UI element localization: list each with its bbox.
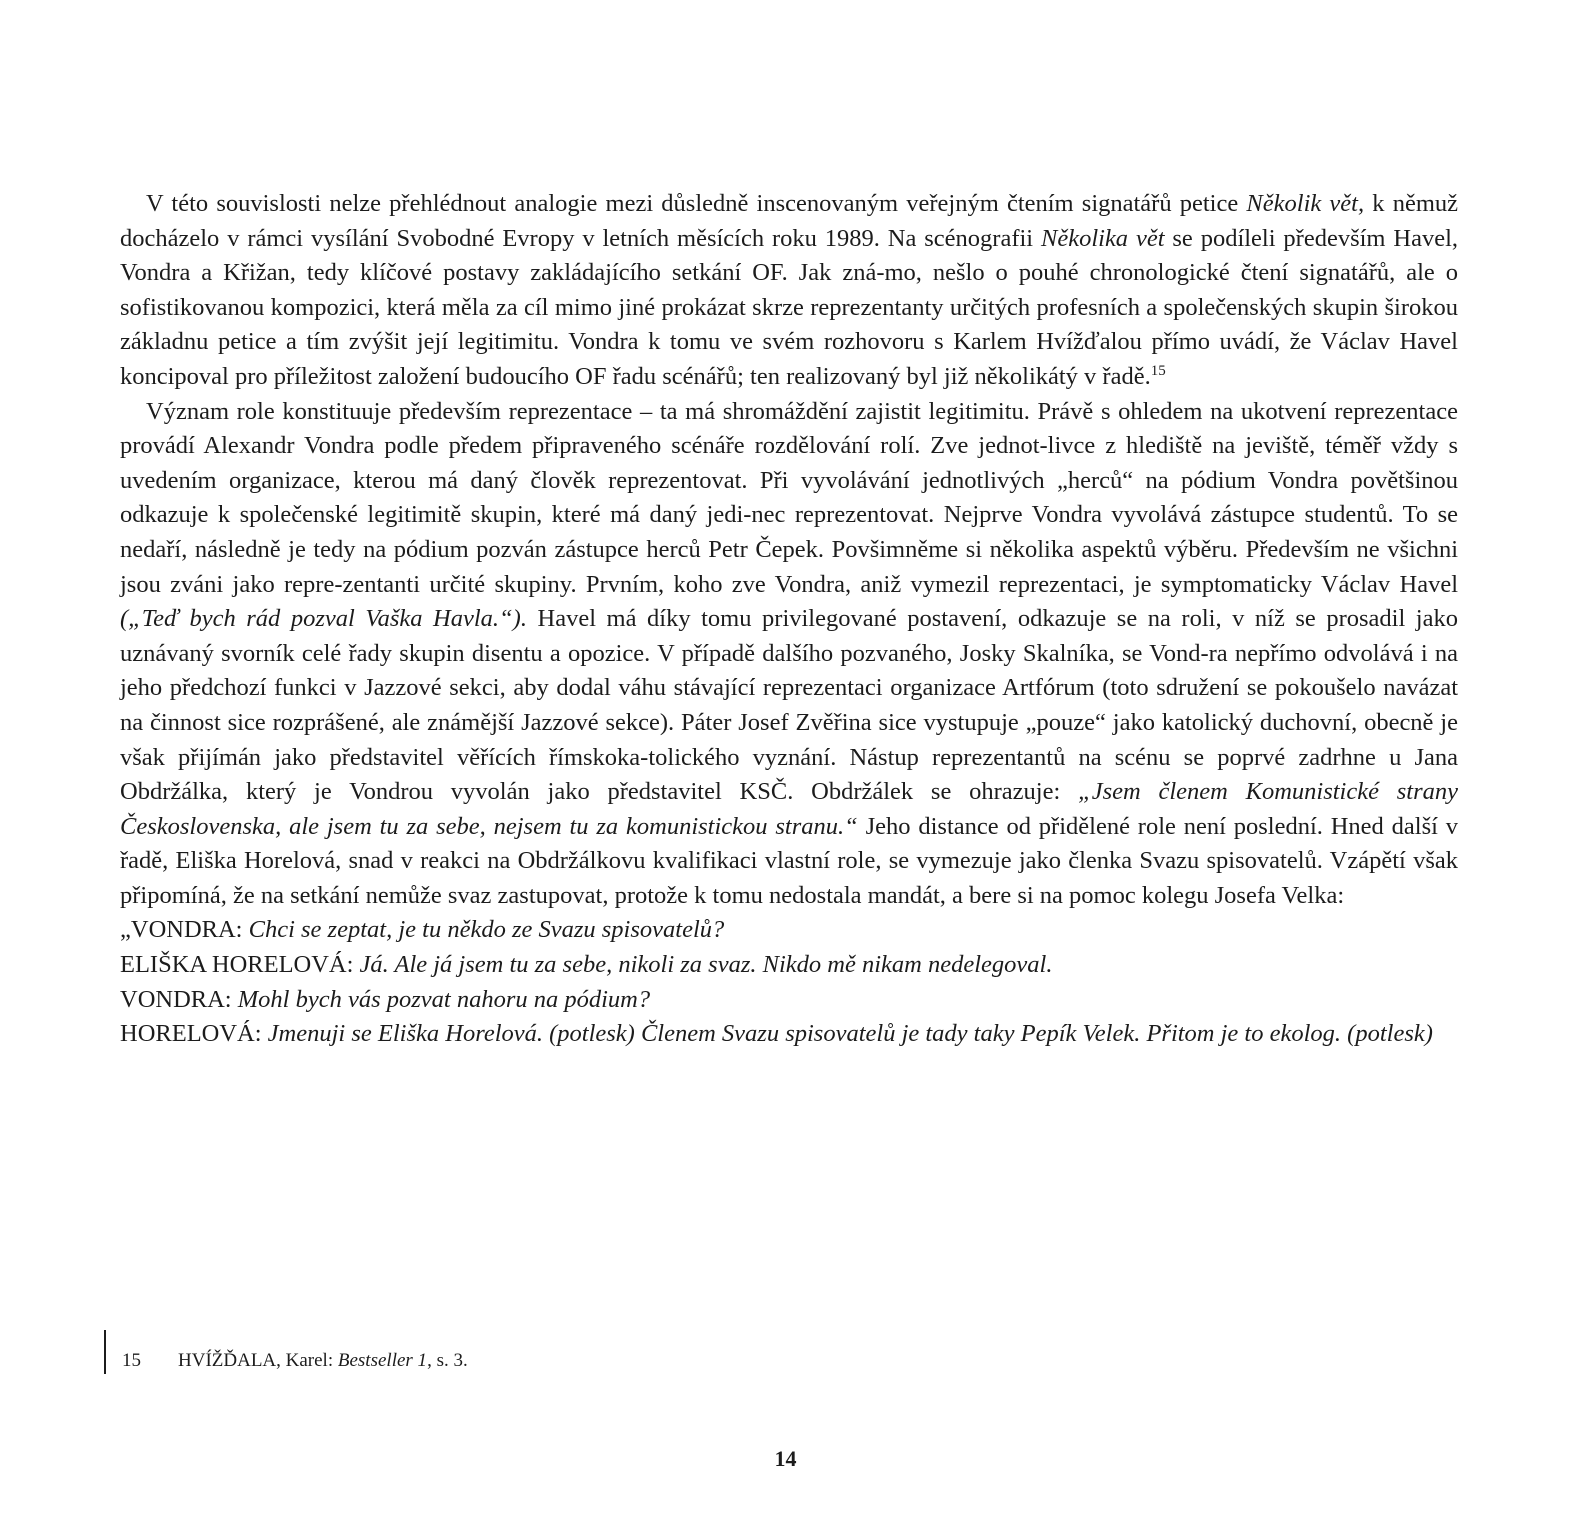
paragraph-2-text: Havel má díky tomu privilegované postavení, odkazuje se na roli, v níž se prosadil jako uznávaný svorník celé řady skupin disentu a opozice. V případě dalšího pozvaného, Josky Skalníka, se Vond-ra nepřímo odvolává i na jeho předchozí funkci v Jazzové sekci, aby dodal váhu stávající reprezentaci organizace Artfórum (toto sdružení se pokoušelo navázat na činnost sice rozprášené, ale známější Jazzové sekce). Páter Josef Zvěřina sice vystupuje „pouze“ jako katolický duchovní, obecně je však přijímán jako představitel věřících římskoka-tolického vyznání. Nástup reprezentantů na scénu se poprvé zadrhne u Jana Obdržálka, který je Vondrou vyvolán jako představitel KSČ. Obdržálek se ohrazuje: <box>120 605 1458 806</box>
dialogue-line <box>120 913 1458 948</box>
paragraph-1-text: V této souvislosti nelze přehlédnout analogie mezi důsledně inscenovaným veřejným čtením signatářů petice <box>146 190 1247 217</box>
paragraph-2-text: Jeho distance od přidělené role není poslední. Hned další v řadě, Eliška Horelová, snad v reakci na Obdržálkovu kvalifikaci vlastní role, se vymezuje jako členka Svazu spisovatelů. Vzápětí však připomíná, že na setkání nemůže svaz zastupovat, protože k tomu nedostala mandát, a bere si na pomoc kolegu Josefa Velka: <box>120 812 1458 909</box>
paragraph-2-italic-quote: „Jsem členem Komunistické strany Československa, ale jsem tu za sebe, nejsem tu za komunistickou stranu.“ <box>120 778 1458 840</box>
page-number: 14 <box>774 1446 797 1471</box>
footnote <box>104 1330 468 1374</box>
paragraph-2 <box>120 395 1458 914</box>
main-text <box>120 187 1458 1052</box>
footnote-citation-page: , s. 3. <box>427 1350 468 1371</box>
dialogue-speech: Chci se zeptat, je tu někdo ze Svazu spisovatelů? <box>248 916 725 944</box>
paragraph-1-text: k němuž docházelo v rámci vysílání Svobodné Evropy v letních měsících roku 1989. Na scénografii <box>120 190 1459 252</box>
dialogue-speaker: VONDRA: <box>120 985 238 1013</box>
footnote-number: 15 <box>122 1350 141 1371</box>
paragraph-1-text: se podíleli především Havel, Vondra a Křižan, tedy klíčové postavy zakládajícího setkání OF. Jak zná-mo, nešlo o pouhé chronologické čtení signatářů, ale o sofistikovanou kompozici, která měla za cíl mimo jiné prokázat skrze reprezentanty určitých profesních a společenských skupin širokou základnu petice a tím zvýšit její legitimitu. Vondra k tomu ve svém rozhovoru s Karlem Hvížďalou přímo uvádí, že Václav Havel koncipoval pro příležitost založení budoucího OF řadu scénářů; ten realizovaný byl již několikátý v řadě. <box>120 224 1458 390</box>
paragraph-1 <box>120 187 1458 395</box>
dialogue-line <box>120 983 1458 1018</box>
paragraph-2-italic-quote: („Teď bych rád pozval Vaška Havla.“). <box>120 605 527 633</box>
dialogue-speaker: HORELOVÁ: <box>120 1020 268 1048</box>
dialogue-speech: Já. Ale já jsem tu za sebe, nikoli za svaz. Nikdo mě nikam nedelegoval. <box>359 951 1053 979</box>
dialogue-speech: Mohl bych vás pozvat nahoru na pódium? <box>237 985 651 1013</box>
dialogue-speaker: „VONDRA: <box>120 916 249 944</box>
dialogue-transcript <box>120 913 1458 1051</box>
footnote-reference[interactable]: 15 <box>1150 362 1166 379</box>
footnote-citation-title: Bestseller 1 <box>337 1350 428 1371</box>
footnote-text <box>178 1348 468 1374</box>
dialogue-line <box>120 1017 1458 1052</box>
paragraph-1-italic-title: Několika vět <box>1040 224 1165 252</box>
paragraph-2-text: Význam role konstituuje především reprezentace – ta má shromáždění zajistit legitimitu. Právě s ohledem na ukotvení reprezentace provádí Alexandr Vondra podle předem připraveného scénáře rozdělování rolí. Zve jednot-livce z hlediště na jeviště, téměř vždy s uvedením organizace, kterou má daný člověk reprezentovat. Při vyvolávání jednotlivých „herců“ na pódium Vondra povětšinou odkazuje k společenské legitimitě skupin, které má daný jedi-nec reprezentovat. Nejprve Vondra vyvolává zástupce studentů. To se nedaří, následně je tedy na pódium pozván zástupce herců Petr Čepek. Povšimněme si několika aspektů výběru. Především ne všichni jsou zváni jako repre-zentanti určité skupiny. Prvním, koho zve Vondra, aniž vymezil reprezentaci, je symptomaticky Václav Havel <box>120 397 1458 598</box>
dialogue-speech: Jmenuji se Eliška Horelová. (potlesk) Členem Svazu spisovatelů je tady taky Pepík Velek. Přitom je to ekolog. (potlesk) <box>267 1020 1433 1048</box>
paragraph-1-italic-title: Několik vět, <box>1246 190 1365 217</box>
dialogue-line <box>120 948 1458 983</box>
footnote-citation-author: HVÍŽĎALA, Karel: <box>178 1350 338 1371</box>
dialogue-speaker: ELIŠKA HORELOVÁ: <box>120 951 360 979</box>
